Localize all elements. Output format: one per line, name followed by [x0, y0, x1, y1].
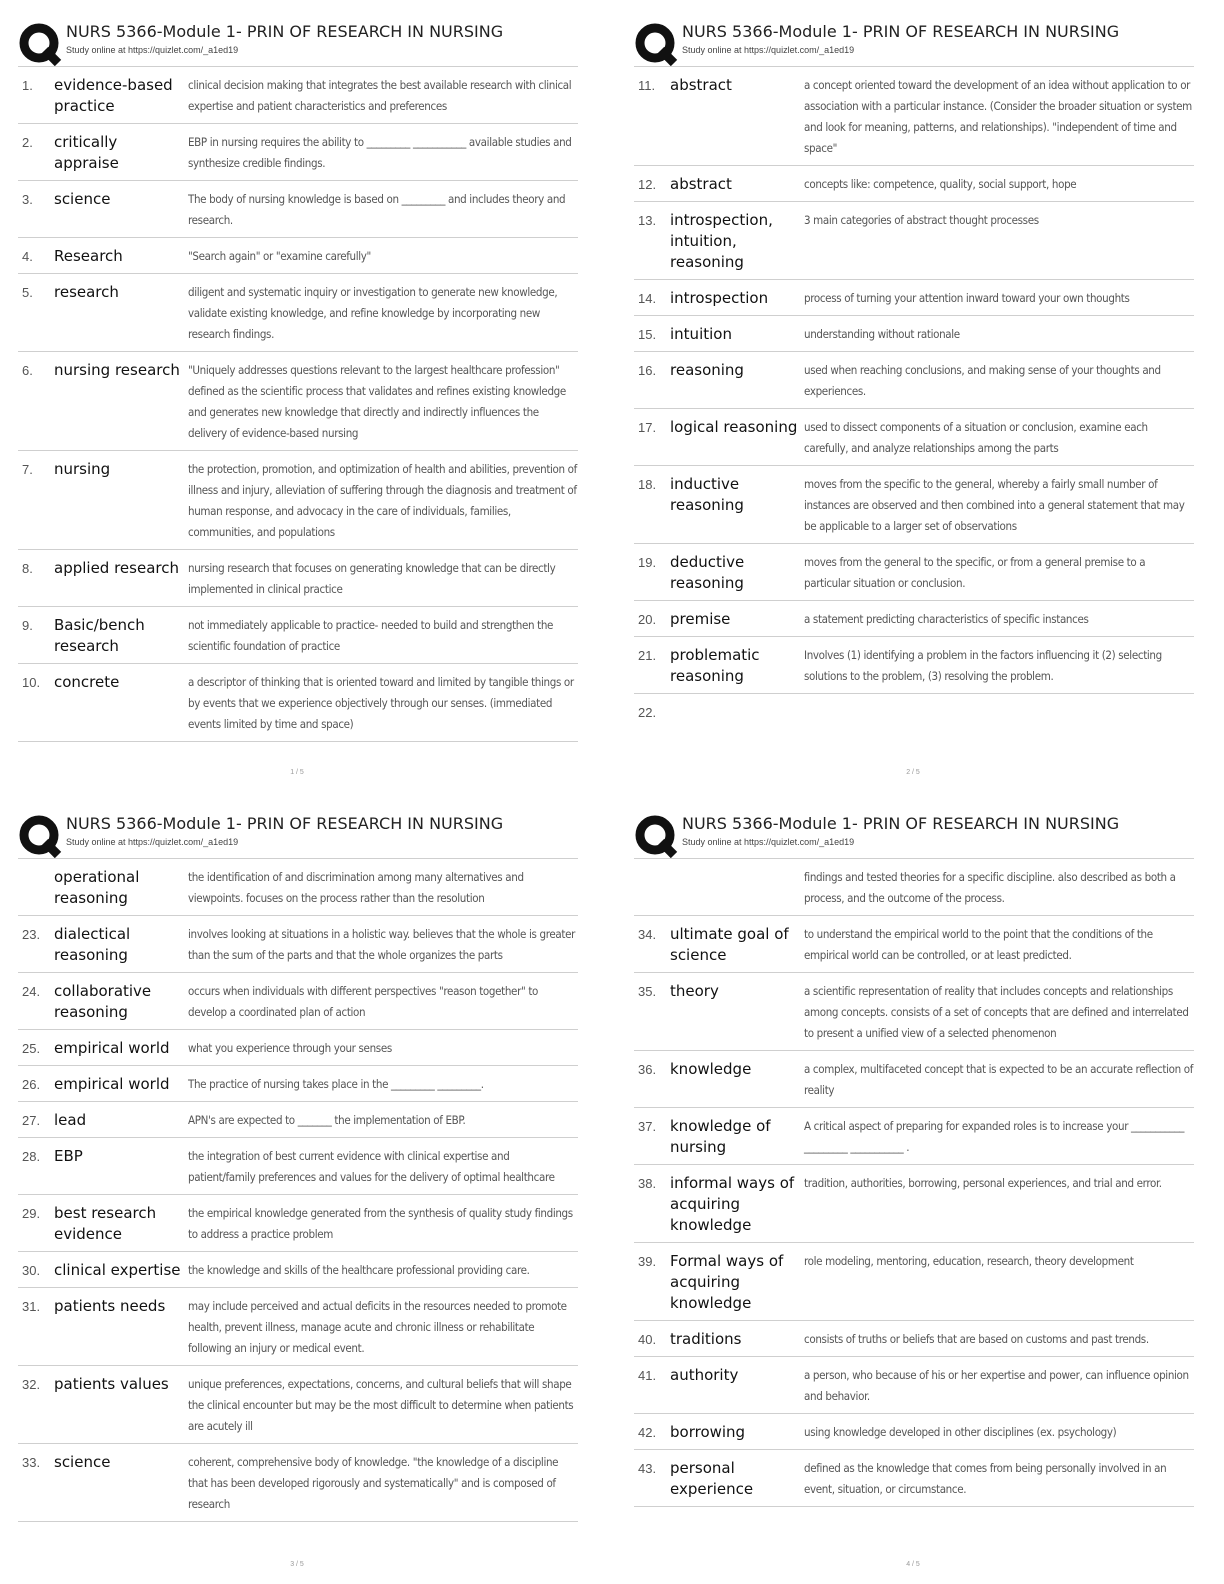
card-term: science: [54, 190, 111, 208]
card-definition: 3 main categories of abstract thought processes: [804, 213, 1039, 227]
card-number: 28.: [22, 1149, 41, 1164]
flashcard-list: [18, 66, 578, 742]
card-definition: findings and tested theories for a specific discipline. also described as both a process, and the outcome of the process.: [804, 870, 1176, 905]
card-number: 15.: [638, 327, 657, 342]
card-definition: defined as the knowledge that comes from being personally involved in an event, situation, or circumstance.: [804, 1461, 1167, 1496]
card-term: abstract: [670, 175, 732, 193]
card-term: intuition: [670, 325, 732, 343]
flashcard-row: [18, 1366, 578, 1444]
card-definition: unique preferences, expectations, concerns, and cultural beliefs that will shape the clinical encounter but may be the most difficult to determine when patients are acutely ill: [188, 1377, 574, 1433]
card-number: 30.: [22, 1263, 41, 1278]
card-definition: coherent, comprehensive body of knowledge. "the knowledge of a discipline that has been developed rigorously and systematically" and is composed of research: [188, 1455, 559, 1511]
flashcard-row: [18, 1030, 578, 1066]
page-header: [628, 10, 1218, 64]
flashcard-row: [18, 973, 578, 1030]
card-definition: APN's are expected to _______ the implementation of EBP.: [188, 1113, 466, 1127]
card-number: 42.: [638, 1425, 657, 1440]
flashcard-row: [18, 66, 578, 124]
card-number: 31.: [22, 1299, 41, 1314]
card-term: personal experience: [670, 1459, 754, 1498]
page-header: [12, 802, 602, 856]
flashcard-row: [634, 1165, 1194, 1243]
flashcard-row: [634, 973, 1194, 1051]
flashcard-row: [18, 181, 578, 238]
card-definition: process of turning your attention inward toward your own thoughts: [804, 291, 1130, 305]
flashcard-row: [634, 1321, 1194, 1357]
flashcard-row: [634, 1243, 1194, 1321]
card-term: theory: [670, 982, 719, 1000]
card-number: 19.: [638, 555, 657, 570]
card-definition: role modeling, mentoring, education, research, theory development: [804, 1254, 1134, 1268]
card-definition: a complex, multifaceted concept that is expected to be an accurate reflection of reality: [804, 1062, 1193, 1097]
card-term: nursing research: [54, 361, 180, 379]
quizlet-logo-icon: [18, 814, 62, 858]
page-header: [628, 802, 1218, 856]
card-term: evidence-based practice: [54, 76, 173, 115]
card-number: 7.: [22, 462, 33, 477]
card-term: knowledge of nursing: [670, 1117, 771, 1156]
flashcard-row: [18, 1195, 578, 1252]
card-definition: the integration of best current evidence with clinical expertise and patient/family preferences and values for the delivery of optimal healthcare: [188, 1149, 555, 1184]
card-term: nursing: [54, 460, 111, 478]
flashcard-row: [18, 1252, 578, 1288]
card-definition: occurs when individuals with different perspectives "reason together" to develop a coordinated plan of action: [188, 984, 538, 1019]
card-term: borrowing: [670, 1423, 746, 1441]
card-number: 24.: [22, 984, 41, 999]
card-definition: diligent and systematic inquiry or investigation to generate new knowledge, validate existing knowledge, and refine knowledge by incorporating new research findings.: [188, 285, 558, 341]
card-term: research: [54, 283, 119, 301]
study-online-link[interactable]: Study online at https://quizlet.com/_a1ed19: [66, 45, 239, 55]
card-number: 10.: [22, 675, 41, 690]
card-number: 25.: [22, 1041, 41, 1056]
page-header: [12, 10, 602, 64]
card-term: best research evidence: [54, 1204, 157, 1243]
card-term: problematic reasoning: [670, 646, 760, 685]
card-term: reasoning: [670, 361, 744, 379]
card-definition: not immediately applicable to practice- needed to build and strengthen the scientific foundation of practice: [188, 618, 554, 653]
flashcard-row: [634, 1414, 1194, 1450]
card-number: 22.: [638, 705, 657, 720]
card-definition: [804, 702, 1194, 723]
flashcard-list: [634, 858, 1194, 1507]
card-number: 5.: [22, 285, 33, 300]
flashcard-row: [634, 544, 1194, 601]
card-definition: a person, who because of his or her expertise and power, can influence opinion and behavior.: [804, 1368, 1189, 1403]
card-definition: using knowledge developed in other disciplines (ex. psychology): [804, 1425, 1117, 1439]
quizlet-logo-icon: [634, 22, 678, 66]
card-number: 16.: [638, 363, 657, 378]
card-number: 12.: [638, 177, 657, 192]
card-term: Research: [54, 247, 123, 265]
flashcard-row: [634, 202, 1194, 280]
card-term: premise: [670, 610, 731, 628]
card-number: 40.: [638, 1332, 657, 1347]
card-definition: to understand the empirical world to the point that the conditions of the empirical world can be controlled, or at least predicted.: [804, 927, 1153, 962]
quizlet-logo-icon: [18, 22, 62, 66]
page-number: 1 / 5: [290, 769, 304, 776]
study-online-link[interactable]: Study online at https://quizlet.com/_a1ed19: [682, 837, 855, 847]
card-term: [670, 867, 804, 909]
card-definition: may include perceived and actual deficits in the resources needed to promote health, prevent illness, manage acute and chronic illness or rehabilitate following an injury or medical event.: [188, 1299, 567, 1355]
flashcard-row: [634, 1450, 1194, 1507]
card-term: empirical world: [54, 1039, 170, 1057]
flashcard-row: [18, 1138, 578, 1195]
card-definition: what you experience through your senses: [188, 1041, 392, 1055]
flashcard-row: [634, 1108, 1194, 1165]
card-definition: A critical aspect of preparing for expanded roles is to increase your ___________ _________ ___________ .: [804, 1119, 1185, 1154]
card-definition: concepts like: competence, quality, social support, hope: [804, 177, 1077, 191]
card-definition: the knowledge and skills of the healthcare professional providing care.: [188, 1263, 530, 1277]
card-term: operational reasoning: [54, 868, 140, 907]
card-definition: the empirical knowledge generated from the synthesis of quality study findings to address a practice problem: [188, 1206, 573, 1241]
card-term: clinical expertise: [54, 1261, 181, 1279]
card-number: 11.: [638, 78, 656, 93]
card-number: 35.: [638, 984, 657, 999]
card-definition: clinical decision making that integrates the best available research with clinical expertise and patient characteristics and preferences: [188, 78, 572, 113]
flashcard-row: [634, 280, 1194, 316]
flashcard-row: [18, 1444, 578, 1522]
flashcard-page-2: [628, 10, 1218, 790]
page-number: 2 / 5: [906, 769, 920, 776]
card-term: [670, 702, 804, 723]
card-definition: The body of nursing knowledge is based on _________ and includes theory and research.: [188, 192, 566, 227]
card-definition: a scientific representation of reality that includes concepts and relationships among concepts. consists of a set of concepts that are defined and interrelated to present a unified view of a selected phenomenon: [804, 984, 1189, 1040]
card-term: critically appraise: [54, 133, 119, 172]
card-number: 6.: [22, 363, 33, 378]
card-term: inductive reasoning: [670, 475, 744, 514]
card-number: 13.: [638, 213, 657, 228]
card-term: patients needs: [54, 1297, 166, 1315]
card-definition: involves looking at situations in a holistic way. believes that the whole is greater than the sum of the parts and that the whole organizes the parts: [188, 927, 575, 962]
card-number: 33.: [22, 1455, 41, 1470]
quizlet-logo-icon: [634, 814, 678, 858]
card-term: logical reasoning: [670, 418, 798, 436]
card-term: concrete: [54, 673, 120, 691]
card-definition: consists of truths or beliefs that are based on customs and past trends.: [804, 1332, 1149, 1346]
card-number: 20.: [638, 612, 657, 627]
card-definition: The practice of nursing takes place in the _________ _________.: [188, 1077, 484, 1091]
card-term: applied research: [54, 559, 179, 577]
study-online-link[interactable]: Study online at https://quizlet.com/_a1ed19: [682, 45, 855, 55]
card-term: authority: [670, 1366, 739, 1384]
flashcard-row: [634, 316, 1194, 352]
flashcard-list: [634, 66, 1194, 729]
page-number: 4 / 5: [906, 1561, 920, 1568]
card-definition: "Uniquely addresses questions relevant to the largest healthcare profession" defined as the scientific process that validates and refines existing knowledge and generates new knowledge that directly and indirectly influences the delivery of evidence-based nursing: [188, 363, 566, 440]
card-number: 3.: [22, 192, 33, 207]
card-number: 4.: [22, 249, 33, 264]
card-definition: "Search again" or "examine carefully": [188, 249, 371, 263]
card-term: traditions: [670, 1330, 742, 1348]
card-number: 2.: [22, 135, 33, 150]
card-number: 27.: [22, 1113, 41, 1128]
page-number: 3 / 5: [290, 1561, 304, 1568]
card-definition: understanding without rationale: [804, 327, 960, 341]
flashcard-row: [18, 607, 578, 664]
card-number: 37.: [638, 1119, 657, 1134]
card-term: empirical world: [54, 1075, 170, 1093]
card-definition: used when reaching conclusions, and making sense of your thoughts and experiences.: [804, 363, 1161, 398]
flashcard-row: [634, 409, 1194, 466]
card-number: 8.: [22, 561, 33, 576]
card-number: 38.: [638, 1176, 657, 1191]
study-online-link[interactable]: Study online at https://quizlet.com/_a1ed19: [66, 837, 239, 847]
flashcard-row: [18, 1288, 578, 1366]
flashcard-row: [18, 274, 578, 352]
card-definition: Involves (1) identifying a problem in the factors influencing it (2) selecting solutions to the problem, (3) resolving the problem.: [804, 648, 1162, 683]
flashcard-row: [18, 858, 578, 916]
card-term: deductive reasoning: [670, 553, 745, 592]
card-term: introspection, intuition, reasoning: [670, 211, 773, 271]
card-definition: tradition, authorities, borrowing, personal experiences, and trial and error.: [804, 1176, 1162, 1190]
card-definition: a concept oriented toward the development of an idea without application to or association with a particular instance. (Consider the broader situation or system and look for meaning, patterns, and relationships). "independent of time and space": [804, 78, 1192, 155]
flashcard-row: [634, 1051, 1194, 1108]
flashcard-row: [18, 238, 578, 274]
page-title: NURS 5366-Module 1- PRIN OF RESEARCH IN NURSING: [682, 22, 1120, 41]
flashcard-row: [634, 166, 1194, 202]
card-term: abstract: [670, 76, 732, 94]
flashcard-page-4: [628, 802, 1218, 1582]
card-number: 18.: [638, 477, 657, 492]
card-number: 32.: [22, 1377, 41, 1392]
card-number: 36.: [638, 1062, 657, 1077]
flashcard-list: [18, 858, 578, 1522]
card-term: Formal ways of acquiring knowledge: [670, 1252, 784, 1312]
card-number: 39.: [638, 1254, 657, 1269]
card-number: 1.: [22, 78, 33, 93]
flashcard-row: [18, 451, 578, 550]
flashcard-row: [634, 1357, 1194, 1414]
card-number: 29.: [22, 1206, 41, 1221]
card-definition: used to dissect components of a situation or conclusion, examine each carefully, and analyze relationships among the parts: [804, 420, 1148, 455]
flashcard-row: [18, 352, 578, 451]
card-number: 34.: [638, 927, 657, 942]
flashcard-page-3: [12, 802, 602, 1582]
page-title: NURS 5366-Module 1- PRIN OF RESEARCH IN NURSING: [682, 814, 1120, 833]
card-number: 9.: [22, 618, 33, 633]
flashcard-row: [634, 858, 1194, 916]
flashcard-page-1: [12, 10, 602, 790]
page-title: NURS 5366-Module 1- PRIN OF RESEARCH IN NURSING: [66, 22, 504, 41]
card-definition: a statement predicting characteristics of specific instances: [804, 612, 1089, 626]
card-number: 41.: [638, 1368, 657, 1383]
flashcard-row: [18, 124, 578, 181]
card-definition: EBP in nursing requires the ability to _________ ___________ available studies and synthesize credible findings.: [188, 135, 572, 170]
flashcard-row: [634, 466, 1194, 544]
card-term: dialectical reasoning: [54, 925, 131, 964]
card-definition: nursing research that focuses on generating knowledge that can be directly implemented in clinical practice: [188, 561, 556, 596]
flashcard-row: [18, 1066, 578, 1102]
card-number: 26.: [22, 1077, 41, 1092]
card-term: lead: [54, 1111, 87, 1129]
card-term: introspection: [670, 289, 769, 307]
flashcard-row: [18, 1102, 578, 1138]
card-term: EBP: [54, 1147, 83, 1165]
flashcard-row: [634, 694, 1194, 729]
flashcard-row: [18, 916, 578, 973]
card-number: 17.: [638, 420, 657, 435]
card-definition: a descriptor of thinking that is oriented toward and limited by tangible things or by events that we experience objectively through our senses. (immediated events limited by time and space): [188, 675, 574, 731]
card-number: 21.: [638, 648, 657, 663]
card-number: 43.: [638, 1461, 657, 1476]
card-term: collaborative reasoning: [54, 982, 152, 1021]
card-term: Basic/bench research: [54, 616, 145, 655]
card-definition: the protection, promotion, and optimization of health and abilities, prevention of illness and injury, alleviation of suffering through the diagnosis and treatment of human response, and advocacy in the care of individuals, families, communities, and populations: [188, 462, 577, 539]
card-definition: moves from the specific to the general, whereby a fairly small number of instances are observed and then combined into a general statement that may be applicable to a larger set of observations: [804, 477, 1185, 533]
card-term: science: [54, 1453, 111, 1471]
card-term: knowledge: [670, 1060, 752, 1078]
flashcard-row: [18, 664, 578, 742]
card-term: ultimate goal of science: [670, 925, 789, 964]
card-definition: moves from the general to the specific, or from a general premise to a particular situation or conclusion.: [804, 555, 1146, 590]
card-term: patients values: [54, 1375, 169, 1393]
card-number: 23.: [22, 927, 41, 942]
card-definition: the identification of and discrimination among many alternatives and viewpoints. focuses on the process rather than the resolution: [188, 870, 524, 905]
flashcard-row: [634, 916, 1194, 973]
page-title: NURS 5366-Module 1- PRIN OF RESEARCH IN NURSING: [66, 814, 504, 833]
card-term: informal ways of acquiring knowledge: [670, 1174, 795, 1234]
flashcard-row: [18, 550, 578, 607]
flashcard-row: [634, 352, 1194, 409]
card-number: 14.: [638, 291, 657, 306]
flashcard-row: [634, 637, 1194, 694]
flashcard-row: [634, 601, 1194, 637]
flashcard-row: [634, 66, 1194, 166]
